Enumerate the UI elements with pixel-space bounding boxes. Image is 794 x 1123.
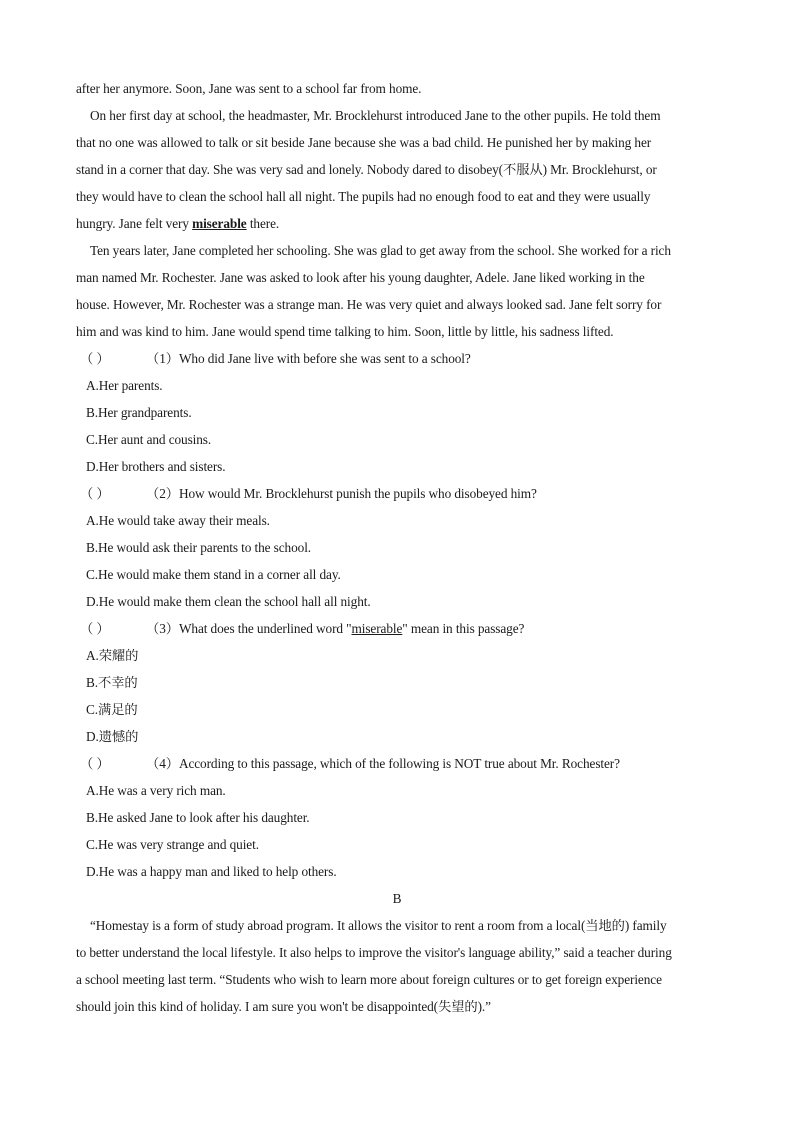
passage-line: “Homestay is a form of study abroad program. It allows the visitor to rent a room from a local(当地的) family <box>90 918 667 933</box>
option: B.He would ask their parents to the school. <box>86 540 312 555</box>
passage-line: stand in a corner that day. She was very sad and lonely. Nobody dared to disobey(不服从) Mr. Brocklehurst, or <box>76 162 657 177</box>
option: A.Her parents. <box>86 378 163 393</box>
option: B.Her grandparents. <box>86 405 192 420</box>
option: A.He would take away their meals. <box>86 513 270 528</box>
passage-line: to better understand the local lifestyle. It also helps to improve the visitor's language ability,” said a teacher during <box>76 945 672 960</box>
option: C.Her aunt and cousins. <box>86 432 212 447</box>
answer-blank[interactable]: （ ） <box>80 351 110 366</box>
question-text: （4）According to this passage, which of the following is NOT true about Mr. Rochester? <box>146 756 620 771</box>
passage-line: should join this kind of holiday. I am sure you won't be disappointed(失望的).” <box>76 999 491 1014</box>
passage-line: that no one was allowed to talk or sit beside Jane because she was a bad child. He punished her by making her <box>76 135 652 150</box>
option: A.He was a very rich man. <box>86 783 226 798</box>
passage-line: On her first day at school, the headmaster, Mr. Brocklehurst introduced Jane to the other pupils. He told them <box>90 108 661 123</box>
option: C.满足的 <box>86 702 138 717</box>
answer-blank[interactable]: （ ） <box>80 756 110 771</box>
option: C.He was very strange and quiet. <box>86 837 259 852</box>
passage-line <box>76 214 726 234</box>
passage-line: a school meeting last term. “Students who wish to learn more about foreign cultures or to get foreign experience <box>76 972 662 987</box>
option: A.荣耀的 <box>86 648 139 663</box>
answer-blank[interactable]: （ ） <box>80 621 110 636</box>
question-text: （3）What does the underlined word " <box>146 621 352 636</box>
question-text: （1）Who did Jane live with before she was sent to a school? <box>146 351 471 366</box>
passage-line: him and was kind to him. Jane would spend time talking to him. Soon, little by little, his sadness lifted. <box>76 324 614 339</box>
section-heading: B <box>392 891 402 906</box>
option: B.不幸的 <box>86 675 138 690</box>
passage-line: man named Mr. Rochester. Jane was asked to look after his young daughter, Adele. Jane liked working in the <box>76 270 645 285</box>
question-1 <box>80 349 730 369</box>
question-text: （2）How would Mr. Brocklehurst punish the pupils who disobeyed him? <box>146 486 537 501</box>
option: D.遗憾的 <box>86 729 139 744</box>
answer-blank[interactable]: （ ） <box>80 486 110 501</box>
option: C.He would make them stand in a corner all day. <box>86 567 341 582</box>
option: D.He would make them clean the school hall all night. <box>86 594 371 609</box>
question-2 <box>80 484 730 504</box>
passage-line: they would have to clean the school hall all night. The pupils had no enough food to eat and they were usually <box>76 189 651 204</box>
option: D.Her brothers and sisters. <box>86 459 226 474</box>
passage-line: Ten years later, Jane completed her schooling. She was glad to get away from the school. She worked for a rich <box>90 243 671 258</box>
underlined-word: miserable <box>192 216 247 231</box>
question-text: " mean in this passage? <box>402 621 525 636</box>
text-span: hungry. Jane felt very <box>76 216 193 231</box>
question-3 <box>80 619 730 639</box>
option: B.He asked Jane to look after his daughter. <box>86 810 310 825</box>
underlined-word: miserable <box>351 621 403 636</box>
passage-line: house. However, Mr. Rochester was a strange man. He was very quiet and always looked sad. Jane felt sorry for <box>76 297 662 312</box>
question-4 <box>80 754 730 774</box>
text-span: there. <box>246 216 280 231</box>
option: D.He was a happy man and liked to help others. <box>86 864 337 879</box>
passage-line: after her anymore. Soon, Jane was sent to a school far from home. <box>76 81 422 96</box>
